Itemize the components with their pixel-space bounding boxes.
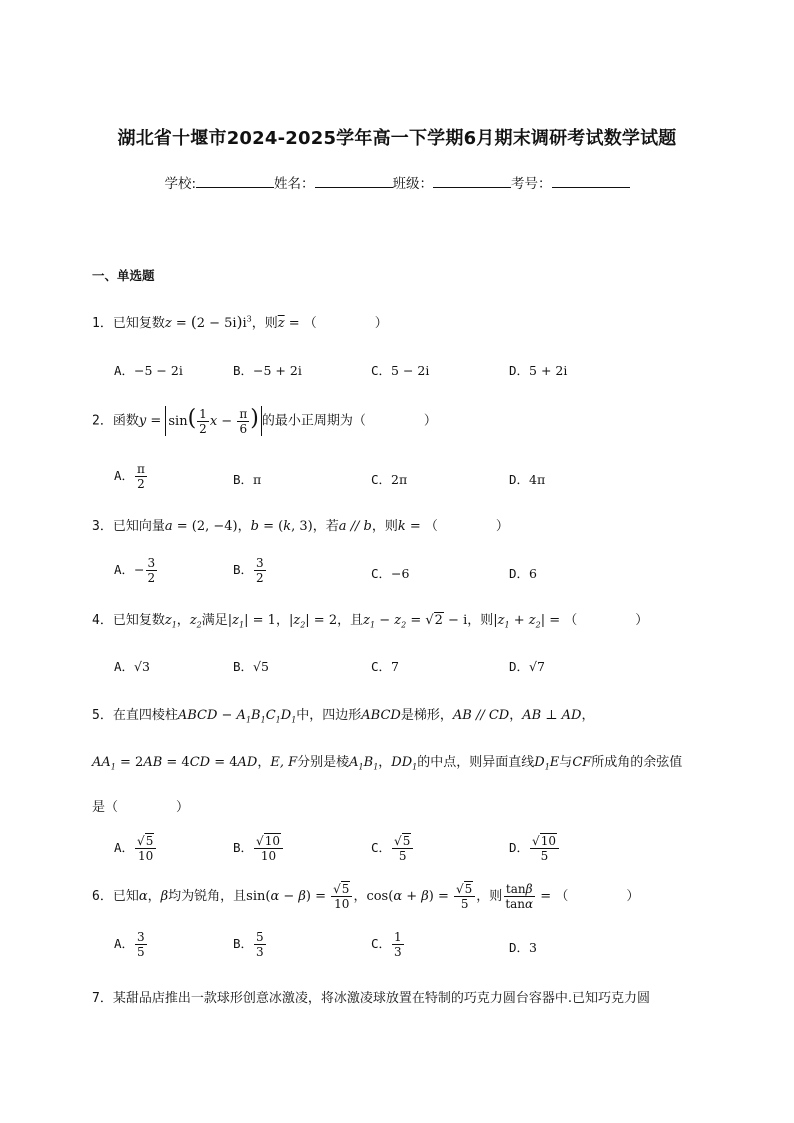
option-label: C． <box>371 472 392 487</box>
option-label: D． <box>509 940 530 955</box>
fraction: $\frac{1}{2}$ <box>199 407 207 436</box>
option-value: $\frac{\pi}{2}$ <box>137 462 145 491</box>
question-2 <box>92 406 437 436</box>
formula: b <box>250 519 259 534</box>
formula: z <box>164 316 172 331</box>
option-label: B． <box>233 936 254 951</box>
formula-part: k <box>283 519 292 534</box>
formula: $|z_1|$ <box>227 613 249 630</box>
question-text: 均为锐角，且 <box>168 889 247 904</box>
exam-number-label: 考号： <box>511 176 552 192</box>
formula-part: ) <box>236 313 243 331</box>
question-text: ， <box>176 613 190 628</box>
question-text: （ <box>564 613 578 628</box>
option-value: $\frac{√10}{10}$ <box>254 834 283 863</box>
option-value: √3 <box>134 659 150 674</box>
option-label: D． <box>509 472 530 487</box>
option-c[interactable] <box>371 361 429 379</box>
formula: AB ⊥ AD <box>522 708 582 723</box>
option-value: −5 + 2i <box>253 363 302 378</box>
school-label: 学校: <box>164 176 197 192</box>
option-label: D． <box>509 659 530 674</box>
option-value: $\frac{3}{2}$ <box>256 556 264 585</box>
formula: y <box>138 413 147 429</box>
question-text: 函数 <box>112 413 139 429</box>
formula-part: $i^3$ <box>242 314 252 331</box>
question-text: 的中点，则异面直线 <box>417 755 535 770</box>
question-text: ，则 <box>467 613 494 628</box>
option-c[interactable] <box>371 470 407 488</box>
formula-part: = 2 <box>115 755 144 770</box>
question-text: ） <box>495 519 509 534</box>
question-text: ，则 <box>371 519 398 534</box>
option-value: 7 <box>391 659 399 674</box>
question-5-line-2 <box>92 751 682 772</box>
question-text: 已知 <box>112 889 139 904</box>
option-label: A． <box>114 562 135 577</box>
option-label: B． <box>233 659 254 674</box>
option-value: $\frac{3}{2}$ <box>147 556 156 585</box>
formula-part: CD <box>189 755 211 770</box>
fraction: $\frac{√5}{5}$ <box>454 882 475 911</box>
formula-part: = <box>405 519 425 534</box>
question-text: 与 <box>559 755 573 770</box>
student-info-line <box>0 172 794 192</box>
question-1 <box>92 312 388 331</box>
option-d[interactable] <box>509 938 537 956</box>
option-b[interactable] <box>233 470 261 488</box>
option-label: B． <box>233 472 254 487</box>
option-label: D． <box>509 840 530 855</box>
formula: AB // CD <box>452 708 510 723</box>
question-3 <box>92 515 509 534</box>
question-5-line-3 <box>92 796 189 815</box>
option-value: $\frac{1}{3}$ <box>394 930 402 959</box>
formula-part: = <box>545 613 565 628</box>
formula-part: ( <box>187 406 197 431</box>
question-text: ） <box>176 800 190 815</box>
option-label: B． <box>233 363 254 378</box>
class-label: 班级： <box>392 176 434 192</box>
option-value: 5 − 2i <box>391 363 430 378</box>
question-text: ， <box>378 755 392 770</box>
option-b[interactable] <box>233 930 267 959</box>
option-a[interactable] <box>114 556 158 585</box>
question-5-line-1 <box>92 704 595 725</box>
option-c[interactable] <box>371 834 414 863</box>
question-number: 4． <box>92 613 113 628</box>
option-label: C． <box>371 363 392 378</box>
option-a[interactable] <box>114 657 150 675</box>
formula-part: = ( <box>258 519 284 534</box>
question-text: ，则 <box>476 889 503 904</box>
option-a[interactable] <box>114 930 148 959</box>
question-text: ） <box>423 413 437 429</box>
formula-part: = √2 − i <box>406 613 468 628</box>
question-number: 7． <box>92 991 113 1006</box>
formula-part: − <box>217 414 237 429</box>
option-value: $\frac{3}{5}$ <box>137 930 145 959</box>
formula: a // b <box>338 519 372 534</box>
option-label: C． <box>371 840 392 855</box>
question-text: 所成角的余弦值 <box>591 755 683 770</box>
question-7 <box>92 987 650 1006</box>
formula-part: ) <box>250 406 259 431</box>
question-text: ， <box>275 613 289 628</box>
question-text: （ <box>424 519 438 534</box>
formula-part: sin <box>168 414 188 429</box>
formula: ABCD <box>361 708 401 723</box>
option-value: $\frac{√5}{10}$ <box>135 834 156 863</box>
option-b[interactable] <box>233 657 269 675</box>
option-value: 3 <box>529 940 537 955</box>
question-text: （ <box>555 889 569 904</box>
formula: E, F <box>270 755 298 770</box>
option-a[interactable] <box>114 361 183 379</box>
formula-part: − <box>134 562 145 577</box>
option-value: $\frac{√10}{5}$ <box>530 834 559 863</box>
formula: a <box>164 519 173 534</box>
class-blank[interactable] <box>433 175 511 188</box>
option-value: $\frac{5}{3}$ <box>256 930 264 959</box>
option-b[interactable] <box>233 556 267 585</box>
fraction: $\frac{\tan\beta}{\tan\alpha}$ <box>505 882 534 911</box>
option-d[interactable] <box>509 657 545 675</box>
fraction: $\frac{\pi}{6}$ <box>239 407 248 436</box>
section-heading: 一、单选题 <box>92 268 155 283</box>
option-value: −5 − 2i <box>134 363 183 378</box>
question-text: 已知向量 <box>112 519 165 534</box>
question-6 <box>92 882 639 911</box>
question-text: ） <box>374 316 388 331</box>
formula: sin(α − β) = <box>246 889 331 904</box>
option-label: C． <box>371 936 392 951</box>
question-text: ，若 <box>312 519 339 534</box>
option-label: A． <box>114 363 135 378</box>
question-text: 是梯形， <box>400 708 453 723</box>
question-text: ， <box>509 708 523 723</box>
question-text: 在直四棱柱 <box>112 708 178 723</box>
formula: cos(α + β) = <box>366 889 453 904</box>
question-number: 2． <box>92 413 113 429</box>
page-title: 湖北省十堰市2024-2025学年高一下学期6月期末调研考试数学试题 <box>117 128 677 149</box>
question-number: 1． <box>92 316 113 331</box>
formula: $DD_1$ <box>391 755 418 772</box>
school-blank[interactable] <box>196 175 274 188</box>
formula-part: AD <box>237 755 258 770</box>
option-label: D． <box>509 363 530 378</box>
question-text: ， <box>257 755 271 770</box>
option-label: D． <box>509 566 530 581</box>
option-value: $\frac{√5}{5}$ <box>392 834 413 863</box>
option-d[interactable] <box>509 470 545 488</box>
question-text: 某甜品店推出一款球形创意冰激凌，将冰激凌球放置在特制的巧克力圆台容器中.已知巧克力圆 <box>112 991 650 1006</box>
option-d[interactable] <box>509 564 537 582</box>
question-number: 3． <box>92 519 113 534</box>
question-text: ） <box>626 889 640 904</box>
question-text: ） <box>635 613 649 628</box>
question-text: 已知复数 <box>112 316 165 331</box>
option-value: 2π <box>391 472 408 487</box>
formula: ABCD − $A_1B_1C_1D_1$ <box>177 708 297 725</box>
option-a[interactable] <box>114 462 148 491</box>
question-text: ，且 <box>337 613 364 628</box>
formula-part: = <box>536 889 556 904</box>
name-label: 姓名： <box>274 176 315 192</box>
formula-part: = 2 <box>309 613 338 628</box>
formula: CF <box>572 755 592 770</box>
formula-part: = 4 <box>210 755 238 770</box>
option-d[interactable] <box>509 834 560 863</box>
question-text: 满足 <box>201 613 228 628</box>
option-label: C． <box>371 659 392 674</box>
formula-part: ( <box>190 313 197 331</box>
formula-part: AB <box>143 755 163 770</box>
option-label: B． <box>233 840 254 855</box>
absolute-value <box>165 406 261 436</box>
option-b[interactable] <box>233 834 284 863</box>
formula: $z_1 - z_2$ <box>363 613 407 630</box>
question-text: 中，四边形 <box>296 708 362 723</box>
formula-part: = <box>171 316 191 331</box>
formula-part: = <box>146 413 166 429</box>
option-c[interactable] <box>371 657 399 675</box>
option-c[interactable] <box>371 564 409 582</box>
option-label: B． <box>233 562 254 577</box>
formula: $\overline{z}$ <box>277 316 285 331</box>
option-a[interactable] <box>114 834 157 863</box>
formula-part: = <box>284 316 304 331</box>
formula: $D_1E$ <box>534 755 560 772</box>
question-text: ， <box>237 519 251 534</box>
option-b[interactable] <box>233 361 302 379</box>
question-text: （ <box>303 316 317 331</box>
formula-part: , 3) <box>291 519 313 534</box>
option-label: A． <box>114 468 135 483</box>
formula: $AA_1$ <box>92 755 116 772</box>
question-text: 的最小正周期为（ <box>261 413 366 429</box>
option-value: √5 <box>253 659 269 674</box>
option-value: √7 <box>529 659 545 674</box>
formula: $|z_2|$ <box>288 613 310 630</box>
question-number: 6． <box>92 889 113 904</box>
formula: k <box>397 519 406 534</box>
formula-part: = (2, −4) <box>172 519 238 534</box>
fraction: $\frac{√5}{10}$ <box>331 882 352 911</box>
formula-part: x <box>209 414 218 429</box>
option-value: 6 <box>529 566 537 581</box>
formula: β <box>160 889 169 904</box>
option-value: 4π <box>529 472 546 487</box>
option-label: A． <box>114 840 135 855</box>
option-label: C． <box>371 566 392 581</box>
question-number: 5． <box>92 708 113 723</box>
question-text: ， <box>581 708 595 723</box>
formula-part: = 4 <box>162 755 190 770</box>
formula: $z_2$ <box>189 613 202 630</box>
exam-number-blank[interactable] <box>552 175 630 188</box>
question-text: ，则 <box>251 316 278 331</box>
question-4 <box>92 609 648 630</box>
option-c[interactable] <box>371 930 405 959</box>
formula: $A_1B_1$ <box>349 755 379 772</box>
option-value: π <box>253 472 262 487</box>
option-value: 5 + 2i <box>529 363 568 378</box>
option-label: A． <box>114 936 135 951</box>
formula-part: 2 − 5i <box>196 316 237 331</box>
formula-part: = 1 <box>248 613 276 628</box>
formula: $|z_1 + z_2|$ <box>493 613 546 630</box>
question-text: ， <box>147 889 161 904</box>
formula: α <box>138 889 148 904</box>
formula: $z_1$ <box>164 613 177 630</box>
name-blank[interactable] <box>315 175 393 188</box>
question-text: 分别是棱 <box>297 755 350 770</box>
question-text: 已知复数 <box>112 613 165 628</box>
option-label: A． <box>114 659 135 674</box>
question-text: ， <box>353 889 367 904</box>
option-d[interactable] <box>509 361 567 379</box>
option-value: −6 <box>391 566 410 581</box>
question-text: 是（ <box>92 800 119 815</box>
